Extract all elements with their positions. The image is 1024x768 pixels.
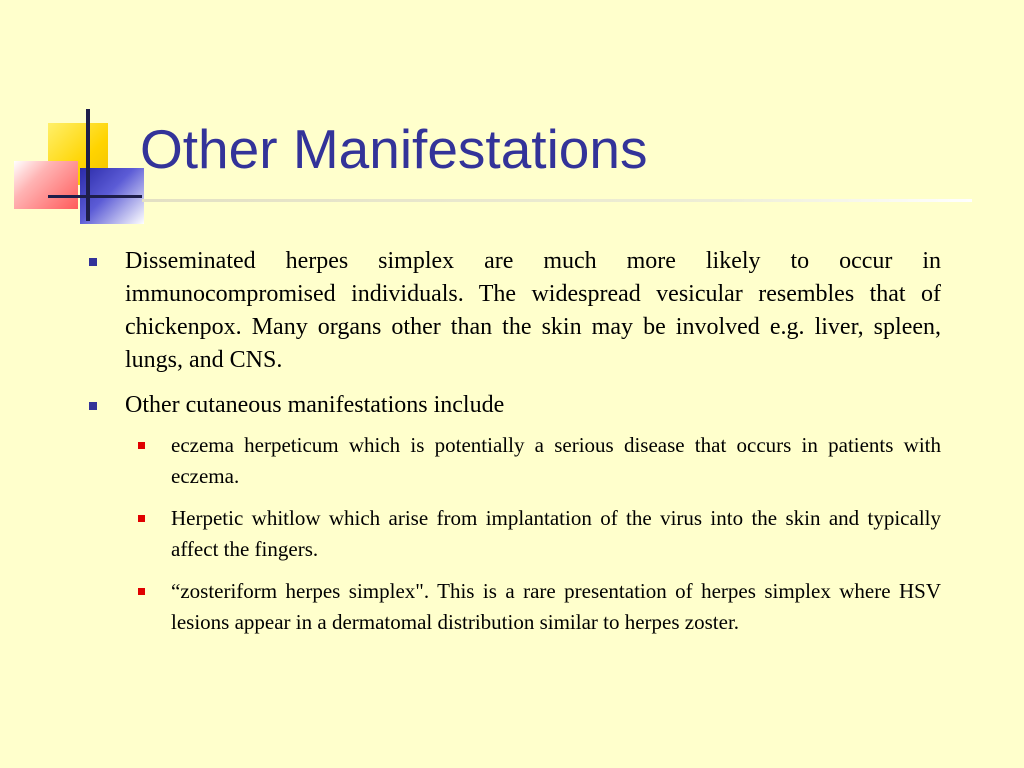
sub-bullet-item (171, 503, 941, 565)
title-underline (142, 199, 972, 202)
red-square (14, 161, 78, 209)
bullet-item (85, 389, 941, 422)
bullet-item (85, 245, 941, 377)
square-bullet-icon (89, 258, 97, 266)
slide-body (85, 245, 941, 649)
sub-bullet-text: eczema herpeticum which is potentially a serious disease that occurs in patients with eczema. (171, 433, 941, 488)
slide-title: Other Manifestations (140, 118, 648, 180)
bullet-text: Other cutaneous manifestations include (125, 392, 505, 418)
decorative-squares-logo (0, 0, 160, 240)
square-bullet-icon (138, 588, 145, 595)
square-bullet-icon (89, 402, 97, 410)
sub-bullet-item (171, 576, 941, 638)
vertical-line (86, 109, 90, 221)
sub-bullet-text: Herpetic whitlow which arise from implantation of the virus into the skin and typically affect the fingers. (171, 506, 941, 561)
bullet-text: Disseminated herpes simplex are much more likely to occur in immunocompromised individuals. The widespread vesicular resembles that of chickenpox. Many organs other than the skin may be involved e.g. liver, spleen, lungs, and CNS. (125, 248, 941, 373)
horizontal-line (48, 195, 142, 198)
square-bullet-icon (138, 515, 145, 522)
sub-bullet-item (171, 430, 941, 492)
square-bullet-icon (138, 442, 145, 449)
sub-bullet-text: “zosteriform herpes simplex". This is a rare presentation of herpes simplex where HSV lesions appear in a dermatomal distribution similar to herpes zoster. (171, 579, 941, 634)
